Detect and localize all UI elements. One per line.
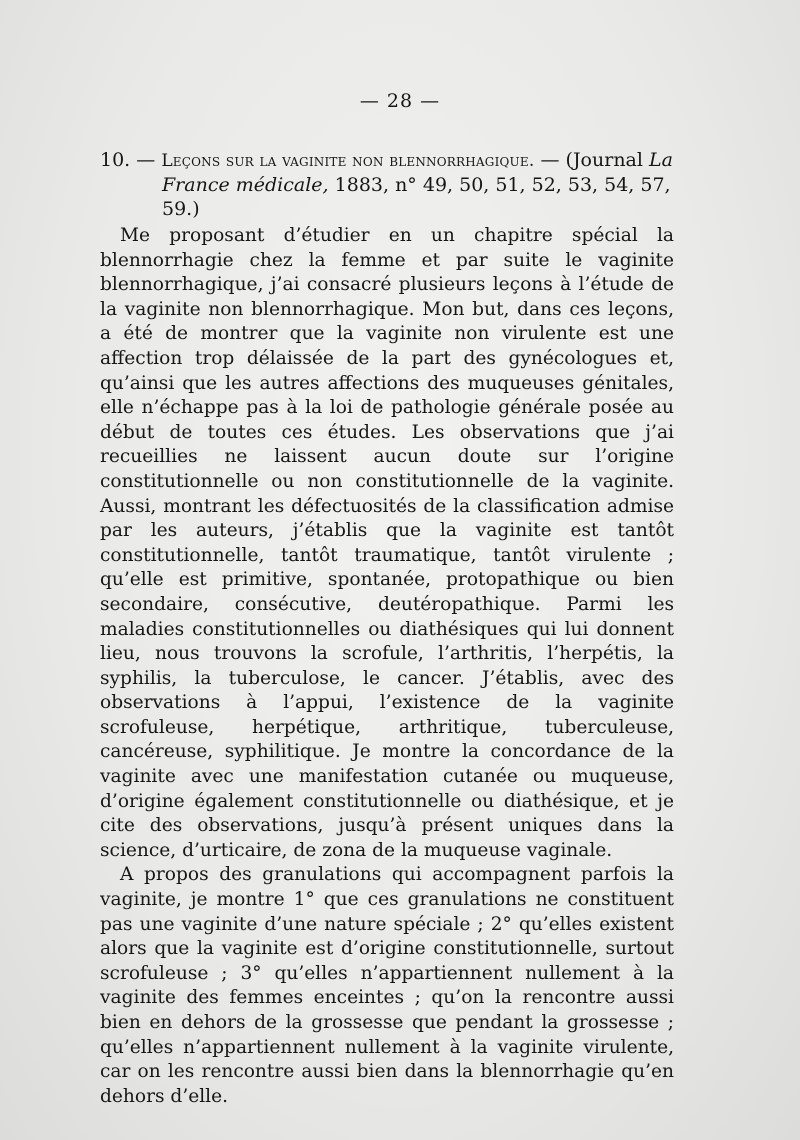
entry-title: Leçons sur la vaginite non blennorrhagique. xyxy=(161,151,535,171)
entry-dash-2: — xyxy=(540,149,560,171)
paragraph-1: Me proposant d’étudier en un chapitre spécial la blennorrhagie chez la femme et par suite le vaginite blennorrhagique, j’ai consacré plusieurs leçons à l’étude de la vaginite non blennorrhagique. Mon but, dans ces leçons, a été de montrer que la vaginite non virulente est une affection trop délaissée de la part des gynécologues et, qu’ainsi que les autres affections des muqueuses génitales, elle n’échappe pas à la loi de pathologie générale posée au début de toutes ces études. Les observations que j’ai recueillies ne laissent aucun doute sur l’origine constitutionnelle ou non constitutionnelle de la vaginite. Aussi, montrant les défectuosités de la classification admise par les auteurs, j’établis que la vaginite est tantôt constitutionnelle, tantôt traumatique, tantôt virulente ; qu’elle est primitive, spontanée, protopathique ou bien secondaire, consécutive, deutéropathique. Parmi les maladies constitutionnelles ou diathésiques qui lui donnent lieu, nous trouvons la scrofule, l’arthritis, l’herpétis, la syphilis, la tuberculose, le cancer. J’établis, avec des observations à l’appui, l’existence de la vaginite scrofuleuse, herpétique, arthritique, tuberculeuse, cancéreuse, syphilitique. Je montre la concordance de la vaginite avec une manifestation cutanée ou muqueuse, d’origine également constitutionnelle ou diathésique, et je cite des observations, jusqu’à présent uniques dans la science, d’urticaire, de zona de la muqueuse vaginale. xyxy=(100,225,674,861)
page-number: — 28 — xyxy=(359,90,441,112)
journal-details: 1883, n° 49, 50, 51, 52, 53, 54, 57, 59.) xyxy=(162,174,671,220)
entry-number: 10. xyxy=(100,149,131,171)
journal-name-part1: La xyxy=(649,149,673,171)
journal-name-part2: France médicale, xyxy=(162,174,329,196)
bibliography-entry-heading xyxy=(100,148,675,221)
entry-dash: — xyxy=(136,149,156,171)
body-text xyxy=(100,224,674,1109)
journal-line-2 xyxy=(100,173,675,221)
journal-prefix: (Journal xyxy=(565,149,643,171)
paragraph-2: A propos des granulations qui accompagnent parfois la vaginite, je montre 1° que ces granulations ne constituent pas une vaginite d’une nature spéciale ; 2° qu’elles existent alors que la vaginite est d’origine constitutionnelle, surtout scrofuleuse ; 3° qu’elles n’appartiennent nullement à la vaginite des femmes enceintes ; qu’on la rencontre aussi bien en dehors de la grossesse que pendant la grossesse ; qu’elles n’appartiennent nullement à la vaginite virulente, car on les rencontre aussi bien dans la blennorrhagie qu’en dehors d’elle. xyxy=(100,864,674,1107)
